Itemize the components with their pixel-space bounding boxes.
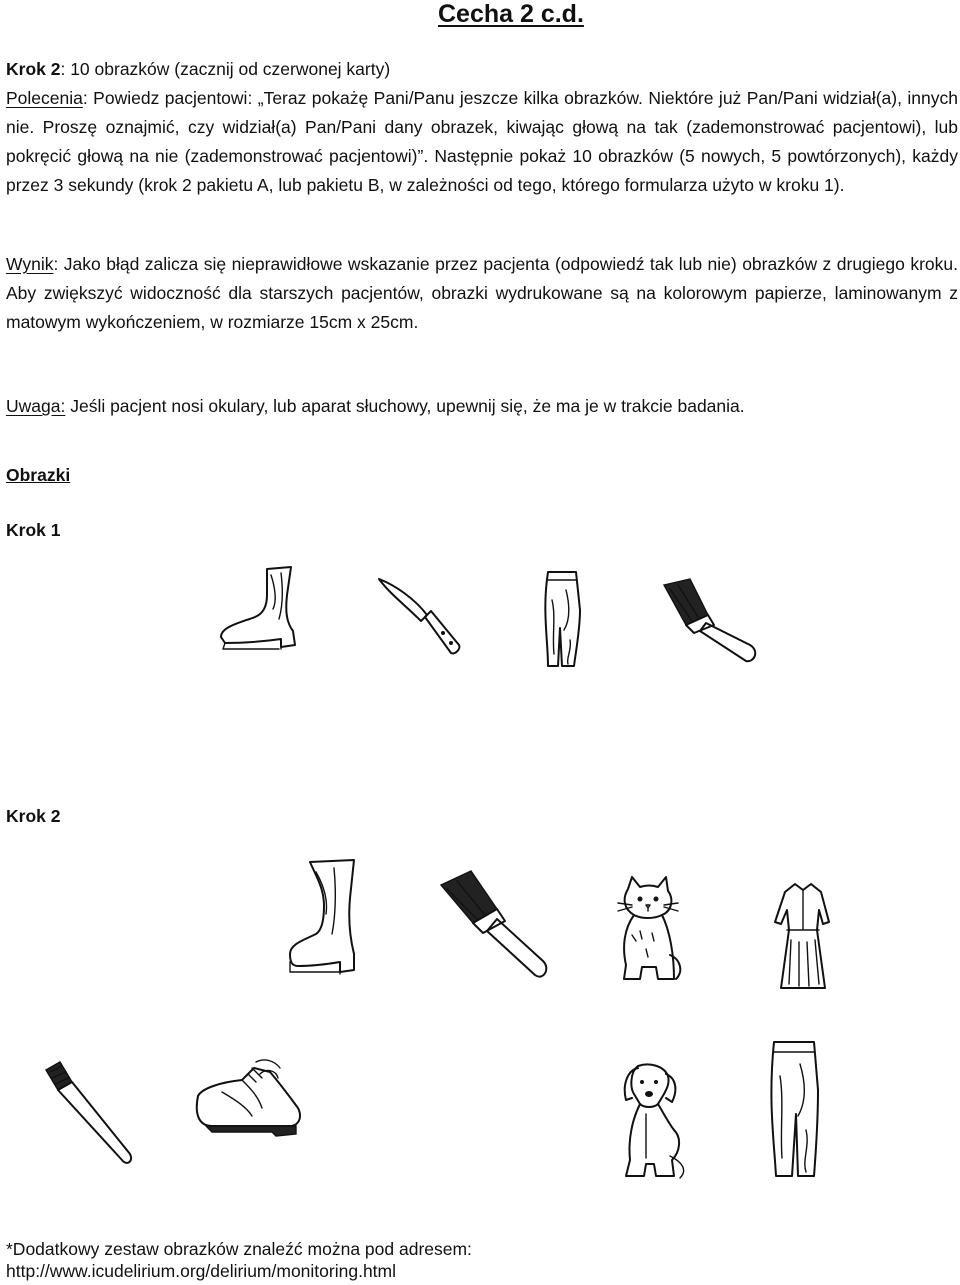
commands-label: Polecenia — [6, 88, 83, 108]
instructions-block — [6, 55, 958, 200]
knife-icon — [375, 575, 465, 665]
note-text: Jeśli pacjent nosi okulary, lub aparat słuchowy, upewnij się, że ma je w trakcie badania. — [65, 396, 745, 416]
step2-heading: Krok 2 — [6, 806, 61, 826]
footer-note — [6, 1238, 472, 1282]
shoe-icon — [192, 1052, 307, 1142]
footer-line-1: *Dodatkowy zestaw obrazków znaleźć można pod adresem: — [6, 1239, 472, 1259]
commands-paragraph — [6, 84, 958, 200]
step2-label: Krok 2 — [6, 59, 61, 79]
result-text: : Jako błąd zalicza się nieprawidłowe wskazanie przez pacjenta (odpowiedź tak lub nie) obrazków z drugiego kroku. Aby zwiększyć widoczność dla starszych pacjentów, obrazki wydrukowane są na kolorowym papierze, laminowanym z matowym wykończeniem, w rozmiarze 15cm x 25cm. — [6, 254, 958, 332]
step1-heading: Krok 1 — [6, 520, 61, 540]
trousers-icon — [530, 570, 590, 670]
result-label: Wynik — [6, 254, 54, 274]
dog-icon — [610, 1060, 695, 1185]
boot-icon — [270, 858, 365, 983]
cat-icon — [612, 875, 687, 985]
step2-line — [6, 55, 958, 84]
result-paragraph — [6, 250, 958, 337]
commands-text: : Powiedz pacjentowi: „Teraz pokażę Pani/Panu jeszcze kilka obrazków. Niektóre już Pan/Pani widział(a), innych nie. Proszę oznajmić, czy widział(a) Pan/Pani dany obrazek, kiwając głową na tak (zademonstrować pacjentowi), lub pokręcić głową na nie (zademonstrować pacjentowi)”. Następnie pokaż 10 obrazków (5 nowych, 5 powtórzonych), każdy przez 3 sekundy (krok 2 pakietu A, lub pakietu B, w zależności od tego, którego formularza użyto w kroku 1). — [6, 88, 958, 195]
pictures-heading: Obrazki — [6, 465, 71, 485]
footer-url[interactable]: http://www.icudelirium.org/delirium/monitoring.html — [6, 1261, 396, 1281]
dress-icon — [765, 880, 840, 992]
page-title: Cecha 2 c.d. — [438, 0, 584, 28]
boot-icon — [215, 565, 310, 655]
note-paragraph — [6, 392, 958, 421]
paintbrush-icon — [435, 865, 555, 985]
step2-text: : 10 obrazków (zacznij od czerwonej karty) — [60, 59, 391, 79]
paintbrush-icon — [650, 575, 765, 670]
toothbrush-icon — [42, 1060, 137, 1170]
trousers-icon — [760, 1040, 830, 1180]
note-label: Uwaga: — [6, 396, 66, 416]
